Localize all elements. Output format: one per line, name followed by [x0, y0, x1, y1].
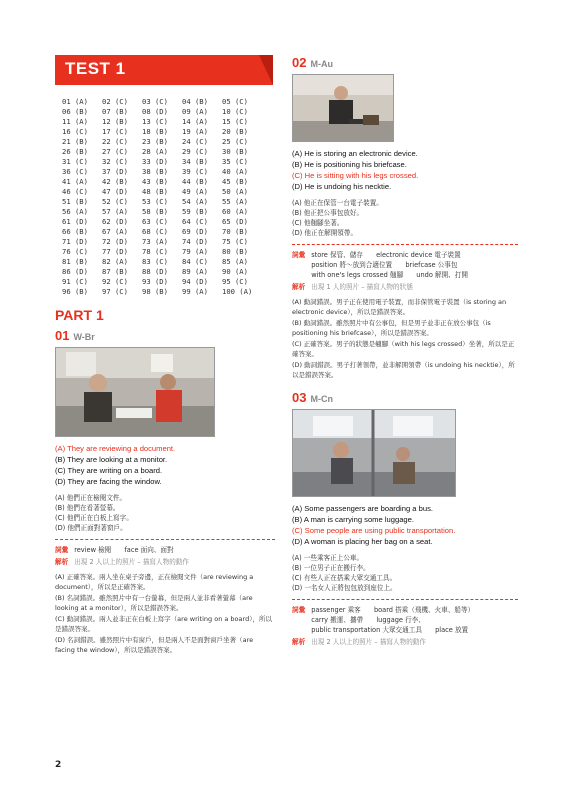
answer-cell: 86 (D) — [62, 267, 88, 276]
left-column — [55, 55, 275, 656]
answer-row — [62, 277, 275, 287]
answer-row — [62, 107, 275, 117]
answer-cell: 11 (A) — [62, 117, 88, 126]
answer-cell: 93 (D) — [142, 277, 168, 286]
answer-cell: 51 (B) — [62, 197, 88, 206]
vocab-label: 詞彙 — [292, 251, 306, 259]
vocab-line: passenger 乘客 board 搭乘（飛機、火車、船等） — [311, 606, 475, 614]
question-02-translation — [292, 198, 518, 238]
question-02-explanation — [292, 297, 518, 380]
answer-cell: 37 (D) — [102, 167, 128, 176]
answer-cell: 42 (B) — [102, 177, 128, 186]
answer-cell: 68 (C) — [142, 227, 168, 236]
answer-cell: 58 (B) — [142, 207, 168, 216]
answer-cell: 05 (C) — [222, 97, 248, 106]
vocab-line: store 保管、儲存 electronic device 電子裝置 — [311, 251, 461, 259]
answer-cell: 71 (D) — [62, 237, 88, 246]
answer-cell: 84 (C) — [182, 257, 208, 266]
answer-option: (B) A man is carrying some luggage. — [292, 515, 414, 524]
answer-cell: 50 (A) — [222, 187, 248, 196]
answer-option: (B) They are looking at a monitor. — [55, 455, 168, 464]
translation-line: (A) 他正在保管一台電子裝置。 — [292, 199, 383, 207]
answer-cell: 60 (A) — [222, 207, 248, 216]
answer-cell: 100 (A) — [222, 287, 253, 296]
answer-row — [62, 207, 275, 217]
answer-option: (D) They are facing the window. — [55, 477, 162, 486]
part-title: PART 1 — [55, 307, 104, 323]
answer-cell: 38 (B) — [142, 167, 168, 176]
analysis-text: 出現 1 人的照片 – 描寫人物的狀態 — [311, 283, 413, 291]
answer-cell: 34 (B) — [182, 157, 208, 166]
answer-cell: 31 (C) — [62, 157, 88, 166]
answer-cell: 20 (B) — [222, 127, 248, 136]
answer-row — [62, 117, 275, 127]
answer-cell: 61 (D) — [62, 217, 88, 226]
question-03-vocab — [292, 605, 518, 635]
test-title: TEST 1 — [65, 59, 126, 78]
vocab-line: position 將～放到合適位置 briefcase 公事包 — [311, 261, 458, 269]
answer-cell: 40 (A) — [222, 167, 248, 176]
answer-cell: 39 (C) — [182, 167, 208, 176]
vocab-lines — [311, 250, 468, 280]
answer-row — [62, 267, 275, 277]
translation-line: (D) 他正在解開領帶。 — [292, 229, 358, 237]
question-number: 03 — [292, 390, 307, 405]
answer-row — [62, 257, 275, 267]
answer-cell: 23 (B) — [142, 137, 168, 146]
answer-cell: 78 (C) — [142, 247, 168, 256]
explanation-item: (B) 名詞錯誤。雖然照片中有一台螢幕，但是兩人並非看著螢幕（are looking at a monitor），所以是錯誤答案。 — [55, 594, 253, 612]
translation-line: (A) 一些乘客正上公車。 — [292, 554, 364, 562]
question-02-options — [292, 148, 518, 192]
answer-row — [62, 187, 275, 197]
bus-interior-image — [293, 410, 455, 496]
answer-option: (A) He is storing an electronic device. — [292, 149, 418, 158]
answer-cell: 46 (C) — [62, 187, 88, 196]
answer-cell: 67 (A) — [102, 227, 128, 236]
question-01-translation — [55, 493, 275, 533]
answer-option: (D) He is undoing his necktie. — [292, 182, 392, 191]
answer-cell: 92 (C) — [102, 277, 128, 286]
vocab-line: with one's legs crossed 翹腳 undo 解開、打開 — [311, 271, 468, 279]
answer-key — [62, 97, 275, 297]
answer-cell: 85 (A) — [222, 257, 248, 266]
answer-cell: 63 (C) — [142, 217, 168, 226]
answer-cell: 76 (C) — [62, 247, 88, 256]
answer-cell: 09 (A) — [182, 107, 208, 116]
answer-cell: 72 (D) — [102, 237, 128, 246]
answer-cell: 97 (C) — [102, 287, 128, 296]
question-01-header — [55, 328, 275, 343]
answer-cell: 79 (A) — [182, 247, 208, 256]
analysis-label: 解析 — [292, 638, 306, 646]
answer-row — [62, 177, 275, 187]
answer-cell: 80 (B) — [222, 247, 248, 256]
question-01-options — [55, 443, 275, 487]
answer-cell: 12 (B) — [102, 117, 128, 126]
answer-cell: 04 (B) — [182, 97, 208, 106]
answer-option: (C) Some people are using public transportation. — [292, 526, 456, 535]
question-02-header — [292, 55, 518, 70]
explanation-item: (A) 正確答案。兩人坐在桌子旁邊，正在檢閱文件（are reviewing a document），所以是正確答案。 — [55, 573, 254, 591]
explanation-item: (C) 正確答案。男子的狀態是翹腳（with his legs crossed）坐著，所以是正確答案。 — [292, 340, 515, 358]
answer-cell: 26 (B) — [62, 147, 88, 156]
answer-row — [62, 97, 275, 107]
divider — [292, 599, 518, 600]
translation-line: (C) 他翹腳坐著。 — [292, 219, 344, 227]
answer-cell: 90 (A) — [222, 267, 248, 276]
translation-line: (D) 他們正面對著窗戶。 — [55, 524, 127, 532]
question-02-vocab — [292, 250, 518, 280]
answer-cell: 29 (C) — [182, 147, 208, 156]
answer-cell: 49 (A) — [182, 187, 208, 196]
speaker-tag: M-Cn — [310, 394, 333, 404]
question-02-photo — [292, 74, 394, 142]
answer-cell: 89 (A) — [182, 267, 208, 276]
answer-cell: 75 (C) — [222, 237, 248, 246]
answer-option: (A) Some passengers are boarding a bus. — [292, 504, 433, 513]
answer-cell: 73 (A) — [142, 237, 168, 246]
answer-cell: 03 (C) — [142, 97, 168, 106]
analysis-text: 出現 2 人以上的照片 – 描寫人物的動作 — [311, 638, 426, 646]
answer-cell: 45 (B) — [222, 177, 248, 186]
question-03-options — [292, 503, 518, 547]
answer-row — [62, 197, 275, 207]
answer-cell: 14 (A) — [182, 117, 208, 126]
answer-cell: 24 (C) — [182, 137, 208, 146]
answer-row — [62, 227, 275, 237]
answer-cell: 16 (C) — [62, 127, 88, 136]
office-meeting-image — [56, 348, 214, 436]
question-03-analysis — [292, 637, 518, 647]
answer-cell: 44 (B) — [182, 177, 208, 186]
answer-cell: 02 (C) — [102, 97, 128, 106]
answer-row — [62, 147, 275, 157]
explanation-item: (D) 名詞錯誤。雖然照片中有窗戶，但是兩人不是面對窗戶坐著（are facing the window），所以是錯誤答案。 — [55, 636, 254, 654]
question-number: 02 — [292, 55, 307, 70]
answer-cell: 43 (B) — [142, 177, 168, 186]
speaker-tag: W-Br — [73, 332, 95, 342]
analysis-label: 解析 — [55, 558, 69, 566]
question-03-photo — [292, 409, 456, 497]
answer-cell: 82 (A) — [102, 257, 128, 266]
page-number: 2 — [55, 760, 62, 770]
answer-cell: 57 (A) — [102, 207, 128, 216]
vocab-line: public transportation 大眾交通工具 place 放置 — [311, 626, 469, 634]
answer-cell: 52 (C) — [102, 197, 128, 206]
answer-row — [62, 127, 275, 137]
translation-line: (C) 他們正在白板上寫字。 — [55, 514, 133, 522]
answer-cell: 54 (A) — [182, 197, 208, 206]
analysis-text: 出現 2 人以上的照片 – 描寫人物的動作 — [74, 558, 189, 566]
businessman-image — [293, 75, 393, 141]
answer-cell: 98 (B) — [142, 287, 168, 296]
answer-row — [62, 287, 275, 297]
answer-cell: 53 (C) — [142, 197, 168, 206]
explanation-item: (C) 動詞錯誤。兩人並非正在白板上寫字（are writing on a board），所以是錯誤答案。 — [55, 615, 272, 633]
answer-option: (C) They are writing on a board. — [55, 466, 163, 475]
explanation-item: (A) 動詞錯誤。男子正在使用電子裝置，而非保管電子裝置（is storing an electronic device），所以是錯誤答案。 — [292, 298, 507, 316]
answer-cell: 99 (A) — [182, 287, 208, 296]
answer-cell: 22 (C) — [102, 137, 128, 146]
test-banner — [55, 55, 273, 85]
vocab-label: 詞彙 — [55, 546, 69, 554]
answer-cell: 77 (D) — [102, 247, 128, 256]
vocab-text: review 檢閱 face 面向、面對 — [74, 546, 174, 554]
answer-cell: 95 (C) — [222, 277, 248, 286]
translation-line: (A) 他們正在檢閱文件。 — [55, 494, 127, 502]
answer-cell: 47 (D) — [102, 187, 128, 196]
question-01-vocab — [55, 545, 275, 555]
answer-cell: 07 (B) — [102, 107, 128, 116]
answer-cell: 70 (B) — [222, 227, 248, 236]
translation-line: (D) 一名女人正將包包放到座位上。 — [292, 584, 397, 592]
translation-line: (C) 有些人正在搭乘大眾交通工具。 — [292, 574, 397, 582]
analysis-label: 解析 — [292, 283, 306, 291]
question-02-analysis — [292, 282, 518, 292]
speaker-tag: M-Au — [310, 59, 333, 69]
answer-cell: 28 (A) — [142, 147, 168, 156]
answer-cell: 25 (C) — [222, 137, 248, 146]
answer-cell: 33 (D) — [142, 157, 168, 166]
answer-cell: 10 (C) — [222, 107, 248, 116]
answer-cell: 65 (D) — [222, 217, 248, 226]
answer-cell: 59 (B) — [182, 207, 208, 216]
question-01-photo — [55, 347, 215, 437]
translation-line: (B) 他們在看著螢幕。 — [55, 504, 120, 512]
vocab-label: 詞彙 — [292, 606, 306, 614]
answer-cell: 48 (B) — [142, 187, 168, 196]
explanation-item: (D) 動詞錯誤。男子打著領帶，並非解開領帶（is undoing his necktie），所以是錯誤答案。 — [292, 361, 515, 379]
divider — [55, 539, 275, 540]
answer-cell: 88 (D) — [142, 267, 168, 276]
translation-line: (B) 他正把公事包放好。 — [292, 209, 364, 217]
answer-cell: 96 (B) — [62, 287, 88, 296]
right-column — [292, 55, 518, 647]
answer-cell: 06 (B) — [62, 107, 88, 116]
question-01-analysis — [55, 557, 275, 567]
answer-row — [62, 157, 275, 167]
answer-row — [62, 247, 275, 257]
answer-cell: 17 (C) — [102, 127, 128, 136]
answer-cell: 91 (C) — [62, 277, 88, 286]
answer-cell: 41 (A) — [62, 177, 88, 186]
answer-cell: 69 (D) — [182, 227, 208, 236]
answer-row — [62, 217, 275, 227]
answer-row — [62, 167, 275, 177]
answer-cell: 94 (D) — [182, 277, 208, 286]
answer-option: (A) They are reviewing a document. — [55, 444, 176, 453]
divider — [292, 244, 518, 245]
answer-option: (B) He is positioning his briefcase. — [292, 160, 407, 169]
answer-cell: 19 (A) — [182, 127, 208, 136]
answer-cell: 08 (D) — [142, 107, 168, 116]
answer-row — [62, 137, 275, 147]
answer-cell: 32 (C) — [102, 157, 128, 166]
answer-cell: 27 (C) — [102, 147, 128, 156]
explanation-item: (B) 動詞錯誤。雖然照片中有公事包，但是男子並非正在放公事包（is positioning his briefcase），所以是錯誤答案。 — [292, 319, 491, 337]
vocab-lines — [311, 605, 474, 635]
answer-cell: 21 (B) — [62, 137, 88, 146]
question-03-translation — [292, 553, 518, 593]
answer-cell: 36 (C) — [62, 167, 88, 176]
answer-cell: 83 (C) — [142, 257, 168, 266]
answer-cell: 64 (C) — [182, 217, 208, 226]
answer-cell: 55 (A) — [222, 197, 248, 206]
answer-cell: 13 (C) — [142, 117, 168, 126]
question-01-explanation — [55, 572, 275, 655]
translation-line: (B) 一位男子正在搬行李。 — [292, 564, 370, 572]
answer-option: (D) A woman is placing her bag on a seat. — [292, 537, 433, 546]
answer-cell: 56 (A) — [62, 207, 88, 216]
answer-option: (C) He is sitting with his legs crossed. — [292, 171, 419, 180]
answer-cell: 35 (C) — [222, 157, 248, 166]
question-number: 01 — [55, 328, 70, 343]
answer-cell: 62 (D) — [102, 217, 128, 226]
answer-cell: 15 (C) — [222, 117, 248, 126]
vocab-line: carry 搬運、攜帶 luggage 行李、 — [311, 616, 425, 624]
answer-cell: 66 (B) — [62, 227, 88, 236]
answer-row — [62, 237, 275, 247]
answer-cell: 81 (B) — [62, 257, 88, 266]
answer-cell: 87 (B) — [102, 267, 128, 276]
question-03-header — [292, 390, 518, 405]
answer-cell: 30 (B) — [222, 147, 248, 156]
answer-cell: 01 (A) — [62, 97, 88, 106]
answer-cell: 74 (D) — [182, 237, 208, 246]
answer-cell: 18 (B) — [142, 127, 168, 136]
